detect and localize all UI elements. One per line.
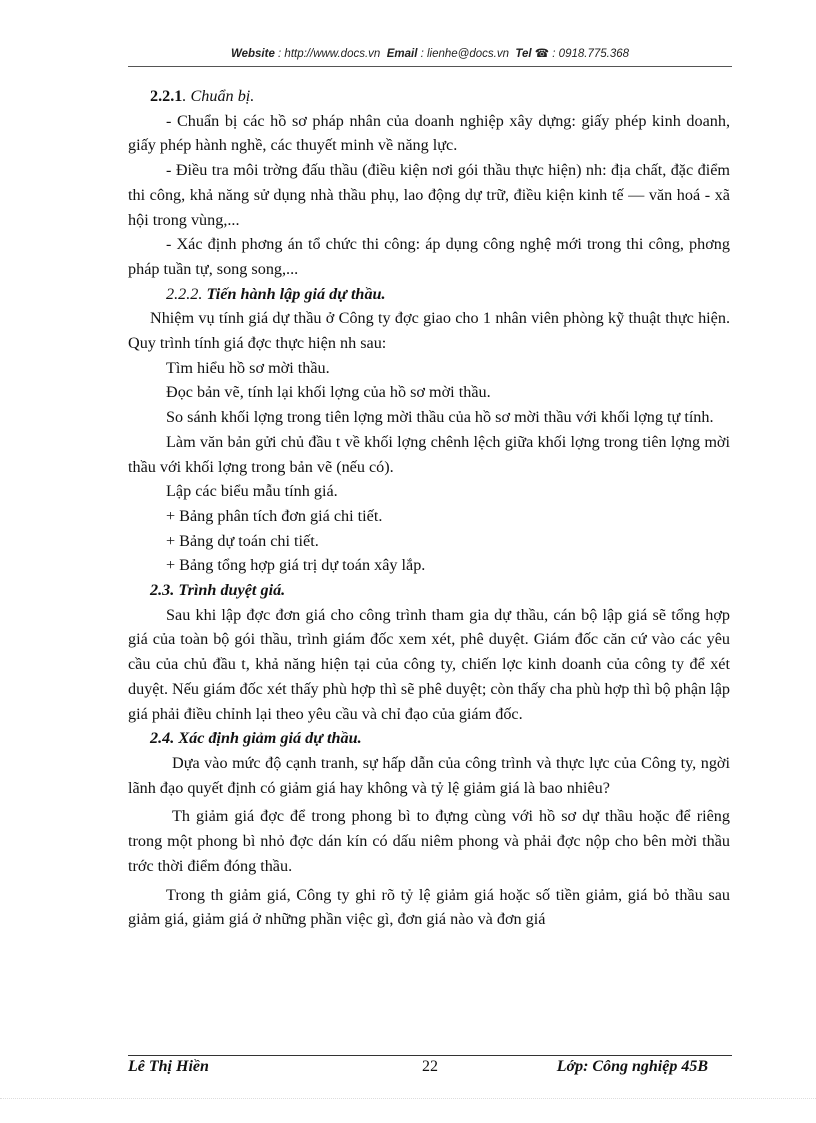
section-heading-2-3: 2.3. Trình duyệt giá. [150, 581, 286, 600]
paragraph: - Xác định phơng án tổ chức thi công: áp dụng công nghệ mới trong thi công, phơng pháp tuần tự, song song,... [128, 235, 730, 278]
paragraph: - Điều tra môi trờng đấu thầu (điều kiện nơi gói thầu thực hiện) nh: địa chất, đặc điểm thi công, khả năng sử dụng nhà thầu phụ, lao động dự trữ, điều kiện kinh tế — văn hoá - xã hội trong vùng,... [128, 161, 730, 229]
list-item: Làm văn bản gửi chủ đầu t về khối lợng chênh lệch giữa khối lợng trong tiên lợng mời thầu với khối lợng trong bản vẽ (nếu có). [128, 432, 730, 476]
website-label: Website [230, 48, 275, 60]
class-name: Lớp: Công nghiệp 45B [556, 1058, 708, 1075]
page-bottom-divider [0, 1098, 816, 1099]
section-number: 2.2.2. [166, 284, 203, 303]
paragraph: Sau khi lập đợc đơn giá cho công trình tham gia dự thầu, cán bộ lập giá sẽ tổng hợp giá của toàn bộ gói thầu, trình giám đốc xem xét, phê duyệt. Giám đốc căn cứ vào các yêu cầu của chủ đầu t, khả năng hiện tại của công ty, chiến lợc kinh doanh của công ty để xét duyệt. Nếu giám đốc xét thấy phù hợp thì sẽ phê duyệt; còn thấy cha phù hợp thì bộ phận lập giá phải điều chỉnh lại theo yêu cầu và chỉ đạo của giám đốc. [128, 605, 730, 723]
list-item: So sánh khối lợng trong tiên lợng mời thầu của hồ sơ mời thầu với khối lợng tự tính. [166, 408, 714, 427]
author-name: Lê Thị Hiền [128, 1058, 209, 1075]
page-footer [128, 1058, 732, 1080]
section-number: 2.2.1 [150, 87, 183, 105]
list-item: + Bảng dự toán chi tiết. [166, 531, 319, 550]
tel-label: Tel ☎ [515, 48, 550, 60]
email-label: Email [386, 48, 418, 60]
paragraph: - Chuẩn bị các hồ sơ pháp nhân của doanh nghiệp xây dựng: giấy phép kinh doanh, giấy phép hành nghề, các thuyết minh về năng lực. [128, 111, 730, 155]
section-title: Tiến hành lập giá dự thầu. [202, 284, 386, 303]
list-item: Đọc bản vẽ, tính lại khối lợng của hồ sơ mời thầu. [166, 383, 491, 402]
list-item: Lập các biểu mẫu tính giá. [166, 482, 338, 501]
paragraph: Dựa vào mức độ cạnh tranh, sự hấp dẫn của công trình và thực lực của Công ty, ngời lãnh đạo quyết định có giảm giá hay không và tỷ lệ giảm giá là bao nhiêu? [128, 753, 730, 797]
list-item: + Bảng phân tích đơn giá chi tiết. [166, 506, 383, 525]
header-divider [128, 66, 732, 67]
section-heading-2-2-2 [128, 282, 730, 307]
paragraph: Trong th giảm giá, Công ty ghi rõ tỷ lệ giảm giá hoặc số tiền giảm, giá bỏ thầu sau giảm giá, giảm giá ở những phần việc gì, đơn giá nào và đơn giá [128, 885, 730, 929]
document-body [128, 84, 730, 932]
website-value: : http://www.docs.vn [274, 48, 381, 60]
section-heading-2-2-1 [128, 84, 730, 109]
list-item: Tìm hiểu hồ sơ mời thầu. [166, 358, 330, 377]
paragraph: Th giảm giá đợc để trong phong bì to đựng cùng với hồ sơ dự thầu hoặc để riêng trong một phong bì nhỏ đợc dán kín có dấu niêm phong và phải đợc nộp cho bên mời thầu trớc thời điểm đóng thầu. [128, 807, 730, 875]
tel-value: : 0918.775.368 [549, 48, 630, 60]
page-number: 22 [422, 1058, 438, 1075]
footer-divider [128, 1055, 732, 1056]
paragraph: Nhiệm vụ tính giá dự thầu ở Công ty đợc giao cho 1 nhân viên phòng kỹ thuật thực hiện. Quy trình tính giá đợc thực hiện nh sau: [128, 309, 730, 353]
email-value: : lienhe@docs.vn [417, 48, 509, 60]
page-header [128, 46, 732, 60]
section-title: . Chuẩn bị. [182, 87, 255, 105]
section-heading-2-4: 2.4. Xác định giảm giá dự thầu. [150, 729, 362, 748]
list-item: + Bảng tổng hợp giá trị dự toán xây lắp. [166, 556, 426, 575]
